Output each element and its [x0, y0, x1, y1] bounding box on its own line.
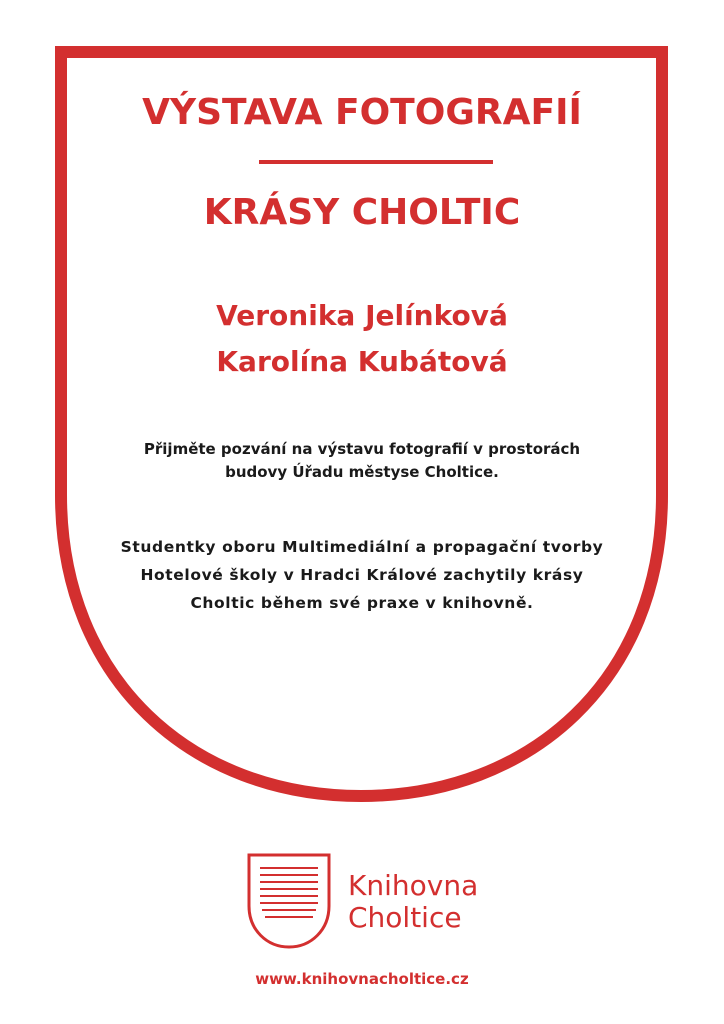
description-line-1: Studentky oboru Multimediální a propagační tvorby [120, 538, 604, 556]
description-line-3: Choltic během své praxe v knihovně. [190, 594, 534, 612]
library-name-line-2: Choltice [348, 901, 462, 934]
exhibition-subtitle: KRÁSY CHOLTIC [203, 192, 521, 233]
book-shield-icon [246, 852, 332, 950]
description-line-2: Hotelové školy v Hradci Králové zachytily krásy [140, 566, 584, 584]
author-name-2: Karolína Kubátová [216, 345, 508, 378]
exhibition-title: VÝSTAVA FOTOGRAFIÍ [142, 92, 582, 133]
library-name-line-1: Knihovna [348, 869, 479, 902]
title-divider [259, 160, 493, 164]
invitation-line-1: Přijměte pozvání na výstavu fotografií v prostorách [143, 440, 581, 458]
author-name-1: Veronika Jelínková [216, 299, 508, 332]
invitation-line-2: budovy Úřadu městyse Choltice. [225, 463, 499, 481]
website-link[interactable]: www.knihovnacholtice.cz [255, 970, 469, 988]
